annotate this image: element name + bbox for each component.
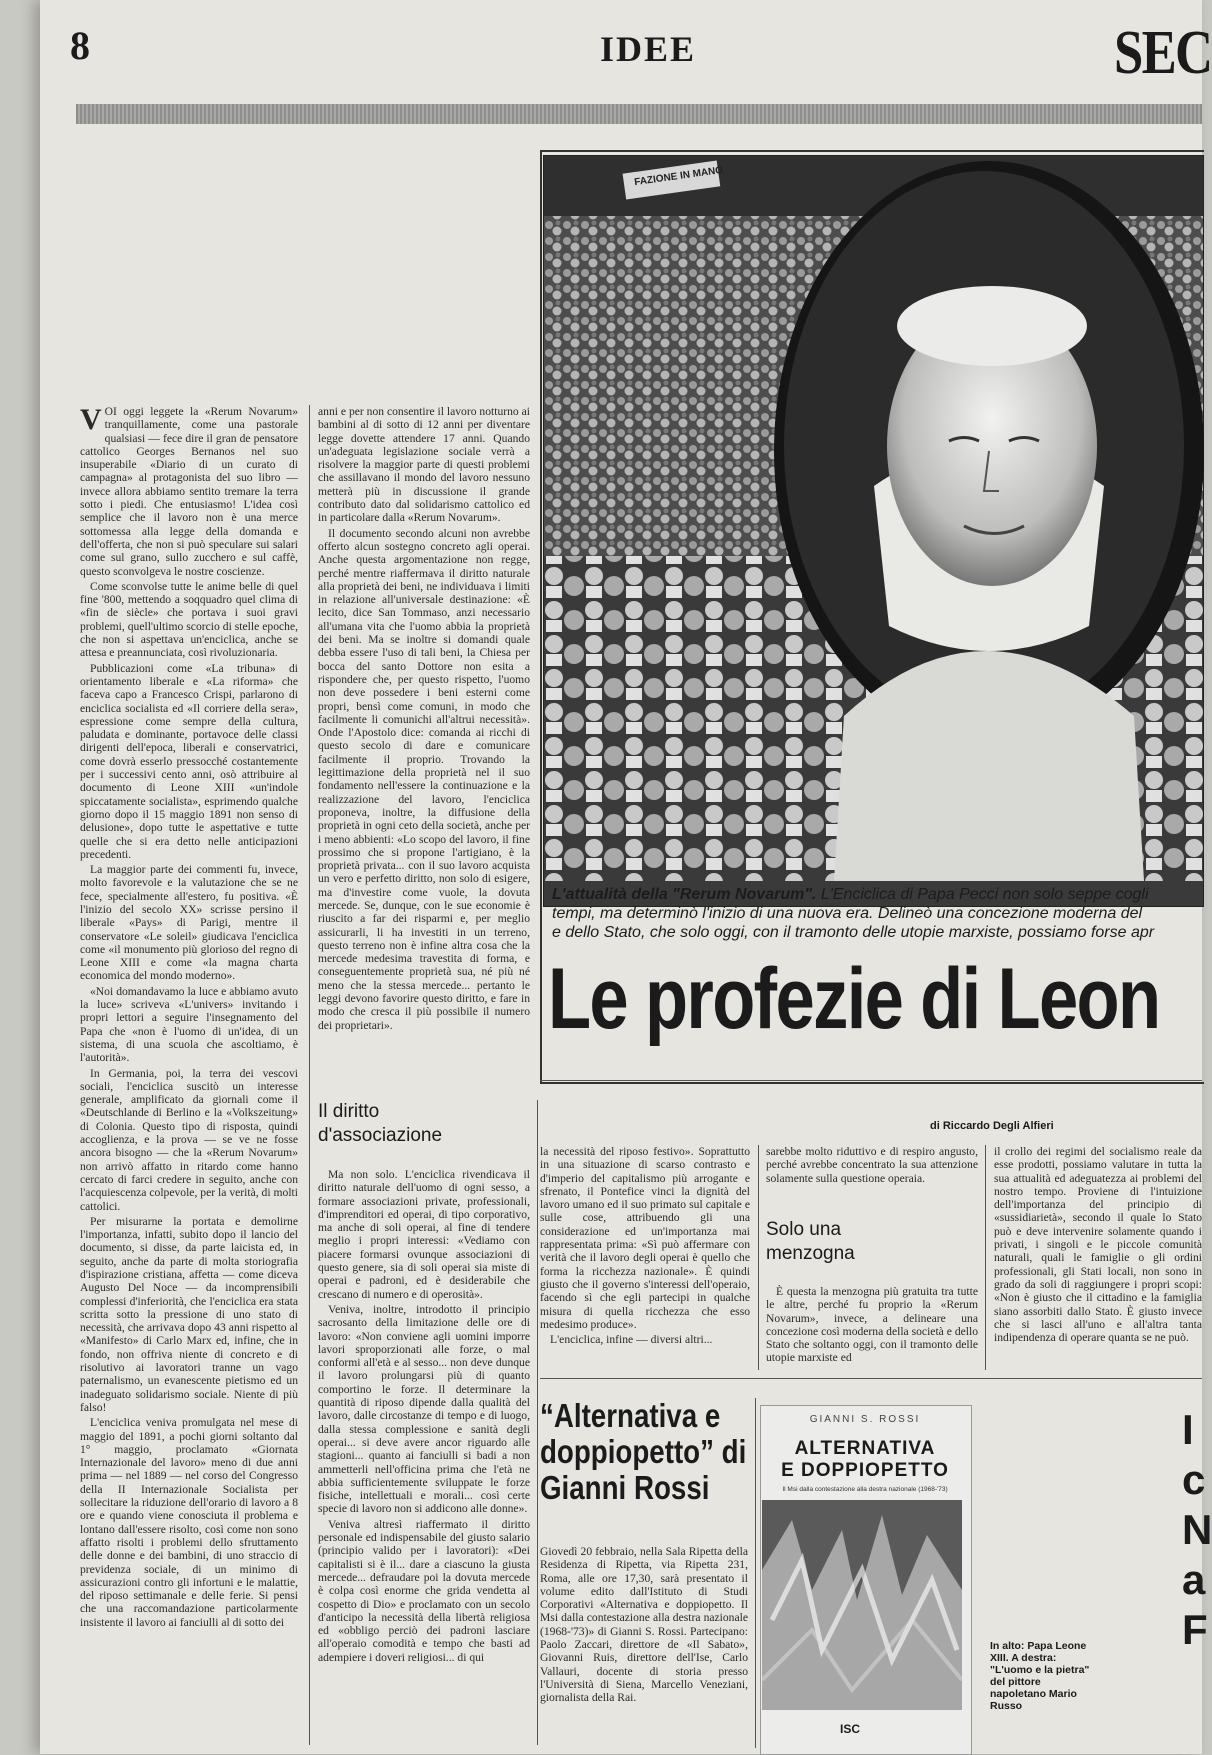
corner-logo: SEC — [1114, 19, 1212, 87]
photo-banner-text: FAZIONE IN MANO — [633, 164, 724, 189]
paragraph: Ma non solo. L'enciclica rivendicava il diritto naturale dell'uomo di ogni sesso, a formare associazioni private, professionali, d'imprenditori ed operai, di tipo corporativo, ma anche di soli operai, al fine di tendere meglio i propri interessi: «Vediamo con piacere formarsi ovunque associazioni di questo genere, sia di soli operai sia miste di operai e padroni, ed è desiderabile che crescano di numero e di operosità». — [318, 1168, 530, 1301]
caption-text: L'Enciclica di Papa Pecci non solo seppe cogli — [816, 886, 1149, 903]
article-column-1 — [80, 405, 298, 1750]
edge-letter: F — [1182, 1606, 1208, 1653]
paragraph: L'enciclica veniva promulgata nel mese di maggio del 1891, a pochi giorni soltanto dal 1° maggio, proclamato «Giornata Internazionale del lavoro» meno di due anni prima — nel 1889 — nel corso del Congresso della II Internazionale Socialista per sollecitare la riduzione dell'orario di lavoro a 8 ore e quando viene conosciuta il problema e lontano dall'essere risolto, così come non sono affatto risolti i problemi dello sfruttamento delle donne e dei bambini, di uno straccio di previdenza sociale, di un minimo di assicurazioni contro gli infortuni e le malattie, del riposo settimanale e delle ferie. Si pensi che una raccomandazione particolarmente insistente il lavoro ai fanciulli al di sotto dei — [80, 1416, 298, 1629]
article-column-4-bottom — [766, 1285, 978, 1370]
edge-letter: N — [1182, 1506, 1212, 1553]
paragraph: sarebbe molto riduttivo e di respiro angusto, perché avrebbe concentrato la sua attenzione solamente sulla questione operaia. — [766, 1145, 978, 1185]
paragraph: La maggior parte dei commenti fu, invece, molto favorevole e la valutazione che se ne fece, specialmente all'estero, fu positiva. «È l'inizio del secolo XX» scrisse persino il liberale «Pays» di Parigi, mentre il conservatore «Le soleil» giudicava l'enciclica come «il monumento più glorioso del regno di Leone XIII e come «la magna charta economica del mondo moderno». — [80, 863, 298, 983]
article-column-4 — [766, 1145, 978, 1205]
paragraph: la necessità del riposo festivo». Soprattutto in una situazione di scarso contrasto e d'imperio del capitalismo più arrogante e sfrenato, il Pontefice vinci la dignità del lavoro umano ed il suo primato sul capitale e sulle cose, attribuendo gli una considerazione ed un'importanza mai rappresentata prima: «Sì può affermare con verità che il lavoro degli operai è quello che forma la ricchezza nazionale». È quindi giusto che il governo s'interessi dell'operaio, facendo sì che egli partecipi in qualche misura di quella ricchezza che esso medesimo produce». — [540, 1145, 750, 1331]
edge-letter: I — [1182, 1406, 1194, 1453]
top-rule — [76, 104, 1202, 124]
paragraph: Veniva, inoltre, introdotto il principio sacrosanto della limitazione delle ore di lavoro: «Non conviene agli uomini imporre lavori sproporzionati alle forze, o mal conformi all'età e al sesso... non deve dunque il lavoro prolungarsi più di quanto comportino le forze. Il determinare la quantità di riposo dipende dalla qualità del lavoro, dalle circostanze di tempo e di luogo, dalla stessa complessione e sanità degli operai... si deve avere ancor riguardo alle stagioni... quanto ai fanciulli si badi a non ammetterli nell'officina prima che l'età ne abbia sufficientemente sviluppate le forze fisiche, intellettuali e morali... così certe specie di lavoro non si addicono alle donne». — [318, 1302, 530, 1516]
edge-letter: c — [1182, 1456, 1206, 1503]
caption-text: tempi, ma determinò l'inizio di una nuova era. Delineò una concezione moderna del — [552, 905, 1143, 922]
column-divider — [985, 1145, 986, 1370]
book-title-line: ALTERNATIVA — [794, 1438, 936, 1459]
subheading-solo-menzogna: Solo una menzogna — [766, 1219, 855, 1264]
edge-letter: a — [1182, 1556, 1206, 1603]
headline-rule — [540, 1080, 1202, 1081]
paragraph: In Germania, poi, la terra dei vescovi sociali, l'enciclica suscitò un interesse generale, amplificato da giornali come il «Deutschlande di Berlino e la «Volkszeitung» di Colonia. Questo tipo di risposta, quindi accoglienza, e la prova — se ve ne fosse ancora bisogno — che la «Rerum Novarum» non arrivò affatto in ritardo come hanno cercato di farci credere in seguito, anche con l'acquiescenza colpevole, per la verità, di molti cattolici. — [80, 1066, 298, 1213]
crowd-drawing — [762, 1500, 962, 1710]
subheading-diritto-associazione: Il diritto d'associazione — [318, 1101, 443, 1146]
paragraph: Come sconvolse tutte le anime belle di quel fine '800, mettendo a soqquadro quel clima di «fin de siècle» che portava i suoi gravi problemi, quell'ultimo scorcio di stelle epoche, che non si aspettava un'enciclica, anche se attesa e preannunciata, così rivoluzionaria. — [80, 579, 298, 660]
drop-cap: V — [80, 403, 102, 436]
article-column-2-top — [318, 405, 530, 1065]
book-title-line: E DOPPIOPETTO — [781, 1460, 949, 1481]
page-number: 8 — [70, 23, 90, 68]
paragraph: Il documento secondo alcuni non avrebbe offerto alcun sostegno concreto agli operai. Anche questa argomentazione non regge, perché mentre riaffermava il diritto naturale alla proprietà dei beni, ne individuava i limiti in relazione all'universale destinazione: «È lecito, dice San Tommaso, anzi necessario all'umana vita che l'uomo abbia la proprietà dei beni. Ma se inoltre si domandi quale debba essere l'uso di tali beni, la Chiesa per bocca del santo Dottore non esita a rispondere che, per questo rispetto, l'uomo non deve possedere i beni esterni come propri, bensì come comuni, in modo che facilmente li comunichi all'altrui necessità». Onde l'Apostolo dice: comanda ai ricchi di questo secolo di dare e comunicare facilmente il proprio. Trovando la legittimazione della proprietà nel il suo fondamento nell'essere la continuazione e la realizzazione del lavoro, l'enciclica proponeva, inoltre, la diffusione della proprietà in ogni ceto della società, anche per i meno abbienti: «Lo scopo del lavoro, il fine prossimo che si propone l'artigiano, è la proprietà privata... con il suo lavoro acquista un vero e perfetto diritto, non solo di esigere, ma d'investire come vuole, la dovuta mercede. Se, dunque, con le sue economie è riuscito a far dei risparmi e, per meglio assicurarli, li ha investiti in un terreno, questo terreno non è infine altra cosa che la mercede medesima travestita di forma, e conseguentemente proprietà sua, né più né meno che la stessa mercede... pertanto le leggi devono favorire questo diritto, e fare in modo che cresca il più possibile il numero dei proprietari». — [318, 526, 530, 1032]
main-headline: Le profezie di Leon — [548, 951, 1160, 1047]
caption-text: e dello Stato, che solo oggi, con il tramonto delle utopie marxiste, possiamo forse apr — [552, 924, 1155, 941]
sidebar-photo-caption: In alto: Papa Leone XIII. A destra: "L'uomo e la pietra" del pittore napoletano Mario Russo — [990, 1640, 1090, 1712]
paragraph: il crollo dei regimi del socialismo reale da esse prodotti, possiamo valutare in tutta la sua attualità ed adeguatezza ai problemi del nostro tempo. Proviene di l'intuizione dell'importanza del principio di «sussidiarietà», secondo il quale lo Stato può e deve intervenire solamente quando i privati, i singoli e le piccole comunità naturali, quali le famiglie o gli ordini professionali, gli Stati locali, non sono in grado da soli di raggiungere i propri scopi: «Non è giusto che il cittadino e la famiglia siano assorbiti dallo Stato. È giusto invece che si lasci all'uno e all'altra tanta indipendenza di operare quanta se ne può. — [994, 1145, 1202, 1345]
paragraph: L'enciclica, infine — diversi altri... — [550, 1333, 713, 1347]
article-column-2-bottom — [318, 1168, 530, 1748]
section-rule — [540, 1378, 1202, 1379]
column-divider — [758, 1145, 759, 1370]
photo-caption — [552, 885, 1202, 942]
column-divider — [755, 1398, 756, 1748]
article-column-5 — [994, 1145, 1202, 1370]
book-publisher: ISC — [840, 1722, 861, 1736]
crowd-and-pope-photo — [543, 155, 1204, 907]
clipped-edge-letters — [1182, 1405, 1212, 1655]
paragraph: OI oggi leggete la «Rerum Novarum» tranquillamente, come una pastorale qualsiasi — fece dire il gran de pensatore cattolico Georges Bernanos nel suo insuperabile «Diario di un curato di campagna» al protagonista del suo libro — invece allora abbiamo sentito tremare la terra sotto i piedi. Che entusiasmo! L'idea così semplice che il lavoro non è una merce sottomessa alla legge della domanda e dell'offerta, che non si può speculare sui salari come sul grano, sullo zucchero e sul caffè, questo sconvolgeva le nostre coscienze. — [80, 405, 298, 578]
book-author: GIANNI S. ROSSI — [809, 1414, 921, 1425]
book-cover-illustration — [762, 1500, 962, 1710]
caption-lead: L'attualità della "Rerum Novarum". — [552, 886, 817, 903]
paragraph: Per misurarne la portata e demolirne l'importanza, infatti, subito dopo il lancio del documento, si disse, da parte laicista ed, in seguito, anche da parte di molta storiografia d'ispirazione cristiana, affetta — come diceva Augusto Del Noce — da incomprensibili complessi d'inferiorità, che l'enciclica era stata scritta sotto la pressione di uno stato di necessità, che arrivava dopo 43 anni rispetto al «Manifesto» di Carlo Marx ed, infine, che in fondo, non offriva niente di concreto e di risolutivo ai lavoratori tranne un vago paternalismo, un evanescente pietismo ed un inadeguato solidarismo sociale. Niente di più falso! — [80, 1214, 298, 1414]
column-divider — [537, 1100, 538, 1745]
sidebar-headline: “Alternativa e doppiopetto” di Gianni Rossi — [540, 1397, 747, 1506]
section-title: IDEE — [600, 29, 697, 69]
paragraph: Veniva altresì riaffermato il diritto personale ed indispensabile del giusto salario (principio valido per i lavoratori): «Dei capitalisti si è il... dare a ciascuno la giusta mercede... defraudare poi la dovuta mercede è colpa così enorme che grida vendetta al cospetto di Dio» e proclamato con un secolo d'anticipo la necessità della libertà religiosa ed «obbligo perciò dei padroni lasciare all'operaio comodità e tempo che basti ad adempiere i doveri religiosi... di qui — [318, 1517, 530, 1664]
article-column-3 — [540, 1145, 750, 1360]
paragraph: Pubblicazioni come «La tribuna» di orientamento liberale e «La riforma» che faceva capo a Francesco Crispi, parlarono di enciclica socialista ed «Il corriere della sera», espressione come sempre della cultura, paludata e dominante, portavoce delle classi dirigenti dell'epoca, liberali e conservatrici, come dovrà esserlo pressocché costantemente per i successivi cento anni, osò attribuire al documento di Leone XIII «un'indole spiccatamente socialista», esprimendo qualche giorno dopo il 15 maggio 1891 non senso di delusione», dopo tutte le aspettative e tutte quelle che si era detto nelle anticipazioni precedenti. — [80, 661, 298, 861]
byline: di Riccardo Degli Alfieri — [930, 1120, 1054, 1132]
crowd-illustration — [544, 156, 1203, 881]
sidebar-body: Giovedì 20 febbraio, nella Sala Ripetta della Residenza di Ripetta, via Ripetta 231, Roma, alle ore 17,30, sarà presentato il volume edito dall'Istituto di Studi Corporativi «Alternativa e doppiopetto. Il Msi dalla contestazione alla destra nazionale (1968-'73)» di Gianni S. Rossi. Partecipano: Paolo Zaccari, direttore de «Il Sabato», Giovanni Ruis, direttore dell'Ise, Carlo Vallauri, docente di storia presso l'Università di Siena, Marcello Veneziani, giornalista della Rai. — [540, 1545, 748, 1705]
book-subtitle: Il Msi dalla contestazione alla destra nazionale (1968-'73) — [782, 1486, 948, 1493]
column-divider — [309, 405, 310, 1745]
paragraph: È questa la menzogna più gratuita tra tutte le altre, perché fu proprio la «Rerum Novarum», invece, a delineare una concezione così moderna della società e dello Stato che soltanto oggi, con il tramonto delle utopie marxiste ed — [766, 1285, 978, 1365]
paragraph: «Noi domandavamo la luce e abbiamo avuto la luce» scriveva «L'univers» invitando i propri lettori a seguire l'insegnamento del Papa che «non è l'uomo di un'idea, di un sistema, di una scuola che ascoltiamo, è l'autorità». — [80, 984, 298, 1065]
book-title — [760, 1438, 970, 1482]
paragraph: anni e per non consentire il lavoro notturno ai bambini al di sotto di 12 anni per diventare legge dovette attendere 17 anni. Quando un'adeguata legislazione sociale verrà a risolvere la maggior parte di questi problemi che assillavano il mondo del lavoro nessuno metterà più in discussione il grande contributo dato dal solidarismo cattolico ed in particolare dalla «Rerum Novarum». — [318, 405, 530, 525]
